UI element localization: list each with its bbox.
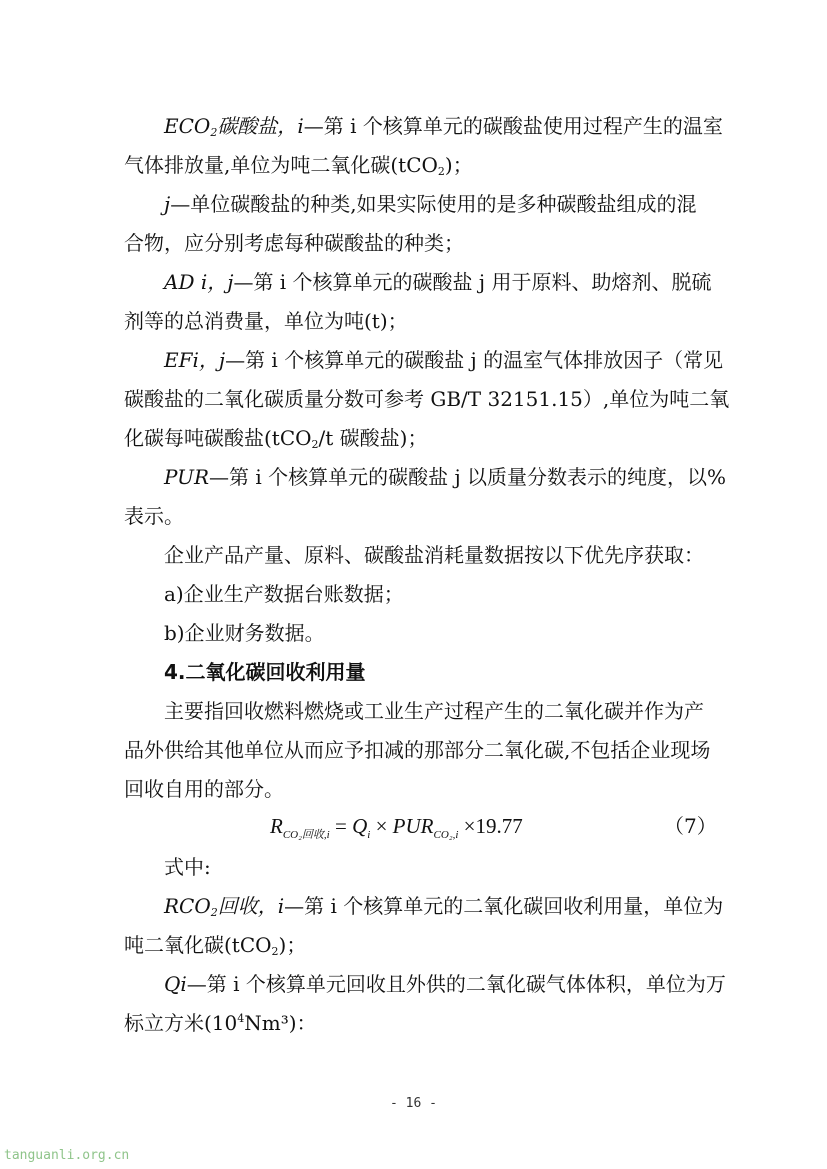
def-qi-line2: 标立方米$(10^4Nm^3)$：	[124, 1011, 317, 1035]
var-ef: EFi，j	[164, 348, 226, 372]
watermark: tanguanli.org.cn	[4, 1148, 130, 1163]
def-qi-line1: Qi—第 i 个核算单元回收且外供的二氧化碳气体体积，单位为万	[164, 972, 726, 996]
section-heading: 4.二氧化碳回收利用量	[164, 660, 366, 684]
para-ef-line1: EFi，j—第 i 个核算单元的碳酸盐 j 的温室气体排放因子（常见	[164, 348, 724, 372]
var-qi: Qi	[164, 972, 187, 996]
var-ad: AD i，j	[164, 270, 234, 294]
page-number: - 16 -	[390, 1096, 437, 1111]
def-rco2-line2: 吨二氧化碳(tCO$_2$)；	[124, 933, 307, 958]
para-j-line1: j—单位碳酸盐的种类,如果实际使用的是多种碳酸盐组成的混	[164, 192, 697, 216]
var-rco2: $RCO_2$回收，i	[164, 894, 285, 919]
where-label: 式中:	[164, 855, 211, 879]
section4-line3: 回收自用的部分。	[124, 777, 284, 801]
var-j: j	[164, 192, 171, 216]
section4-line2: 品外供给其他单位从而应予扣减的那部分二氧化碳,不包括企业现场	[124, 738, 711, 762]
para-pur-line2: 表示。	[124, 504, 184, 528]
para-ad-line2: 剂等的总消费量，单位为吨(t)；	[124, 309, 408, 333]
para-ef-line2: 碳酸盐的二氧化碳质量分数可参考 GB/T 32151.15）,单位为吨二氧	[124, 387, 730, 411]
equation-number: （7）	[664, 814, 717, 838]
para-data-priority: 企业产品产量、原料、碳酸盐消耗量数据按以下优先序获取：	[164, 543, 704, 567]
list-item-a: a)企业生产数据台账数据；	[164, 582, 404, 606]
var-eco2: $ECO_2$碳酸盐，i	[164, 114, 304, 139]
section4-line1: 主要指回收燃料燃烧或工业生产过程产生的二氧化碳并作为产	[164, 699, 704, 723]
formula-7: $R_{CO_2回收,i} = Q_i \times PUR_{CO_2,i} \times 19.77$	[270, 814, 523, 841]
para-pur-line1: PUR—第 i 个核算单元的碳酸盐 j 以质量分数表示的纯度，以%	[164, 465, 727, 489]
var-pur: PUR	[164, 465, 210, 489]
para-ef-line3: 化碳每吨碳酸盐(tCO$_2$/t 碳酸盐)；	[124, 426, 428, 451]
para-eco2-line1: $ECO_2$碳酸盐，i—第 i 个核算单元的碳酸盐使用过程产生的温室	[164, 114, 723, 139]
def-rco2-line1: $RCO_2$回收，i—第 i 个核算单元的二氧化碳回收利用量，单位为	[164, 894, 724, 919]
para-eco2-line2: 气体排放量,单位为吨二氧化碳(tCO$_2$)；	[124, 153, 473, 178]
para-ad-line1: AD i，j—第 i 个核算单元的碳酸盐 j 用于原料、助熔剂、脱硫	[164, 270, 712, 294]
list-item-b: b)企业财务数据。	[164, 621, 325, 645]
para-j-line2: 合物，应分别考虑每种碳酸盐的种类；	[124, 231, 464, 255]
